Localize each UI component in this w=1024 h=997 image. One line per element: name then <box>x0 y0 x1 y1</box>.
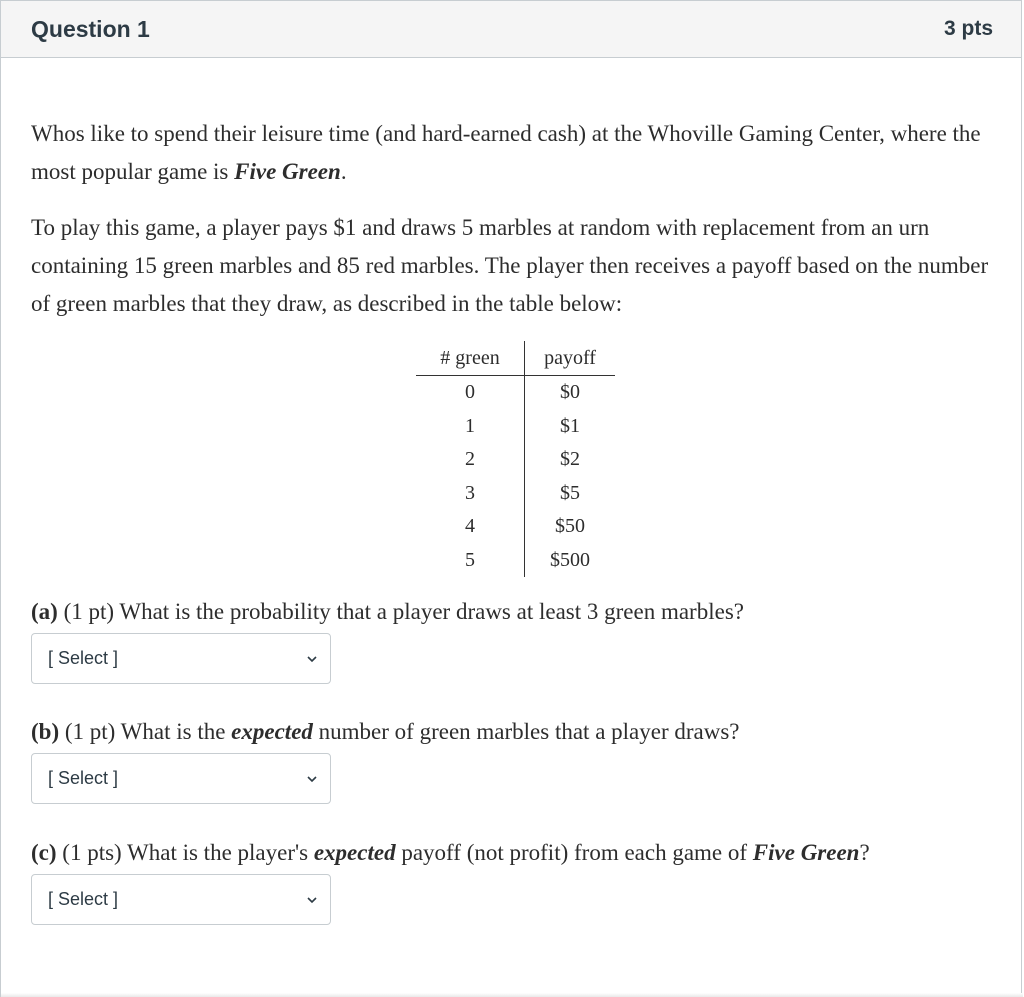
question-title: Question 1 <box>31 15 150 42</box>
cell-payoff: $0 <box>560 381 580 404</box>
table-row <box>416 443 615 477</box>
cell-payoff: $1 <box>560 414 580 437</box>
part-b-emphasis: expected <box>231 719 313 744</box>
part-c-label: (c) <box>31 840 57 865</box>
part-c-end: ? <box>859 840 870 865</box>
part-a-text: (1 pt) What is the probability that a player draws at least 3 green marbles? <box>57 599 744 624</box>
column-header-payoff: payoff <box>525 341 616 376</box>
question-points: 3 pts <box>943 17 993 40</box>
part-c-question <box>31 840 870 866</box>
intro-text: Whos like to spend their leisure time (and hard-earned cash) at the Whoville Gaming Center, where the most popular game is <box>31 121 981 184</box>
cell-payoff: $50 <box>555 515 585 538</box>
intro-paragraph-2: To play this game, a player pays $1 and draws 5 marbles at random with replacement from an urn containing 15 green marbles and 85 red marbles. The player then receives a payoff based on the number of green marbles that they draw, as described in the table below: <box>31 215 989 316</box>
part-c-select-value: [ Select ] <box>48 889 119 909</box>
part-a-label: (a) <box>31 599 58 624</box>
intro-paragraph-1 <box>31 115 993 191</box>
question-header <box>1 1 1021 58</box>
chevron-down-icon <box>306 773 318 785</box>
part-a-question <box>31 599 744 625</box>
chevron-down-icon <box>306 894 318 906</box>
part-b-text-1: (1 pt) What is the <box>59 719 232 744</box>
part-a-answer-select[interactable] <box>31 633 331 684</box>
card-bottom-edge <box>1 993 1023 997</box>
intro-end: . <box>340 159 347 184</box>
table-row <box>416 544 615 578</box>
table-row <box>416 410 615 444</box>
table-row <box>416 510 615 544</box>
part-b-select-value: [ Select ] <box>48 768 119 788</box>
part-c-game-name: Five Green <box>752 840 860 865</box>
cell-payoff: $5 <box>560 481 580 504</box>
cell-payoff: $500 <box>550 548 590 571</box>
part-b-label: (b) <box>31 719 60 744</box>
part-c-text-2: payoff (not profit) from each game of <box>395 840 753 865</box>
part-a-select-value: [ Select ] <box>48 648 119 668</box>
table-header-row <box>416 341 615 376</box>
part-b-question <box>31 719 740 745</box>
chevron-down-icon <box>306 653 318 665</box>
column-header-green: # green <box>416 341 525 376</box>
part-b-text-2: number of green marbles that a player draws? <box>312 719 740 744</box>
part-c-text-1: (1 pts) What is the player's <box>56 840 314 865</box>
part-b-answer-select[interactable] <box>31 753 331 804</box>
cell-green: 5 <box>416 544 525 578</box>
part-c-emphasis: expected <box>313 840 396 865</box>
part-c-answer-select[interactable] <box>31 874 331 925</box>
cell-green: 1 <box>416 410 525 444</box>
payoff-table <box>416 341 615 577</box>
cell-green: 2 <box>416 443 525 477</box>
cell-green: 0 <box>416 376 525 410</box>
cell-green: 4 <box>416 510 525 544</box>
cell-green: 3 <box>416 477 525 511</box>
game-name: Five Green <box>234 159 341 184</box>
cell-payoff: $2 <box>560 448 580 471</box>
table-row <box>416 477 615 511</box>
table-row <box>416 376 615 410</box>
